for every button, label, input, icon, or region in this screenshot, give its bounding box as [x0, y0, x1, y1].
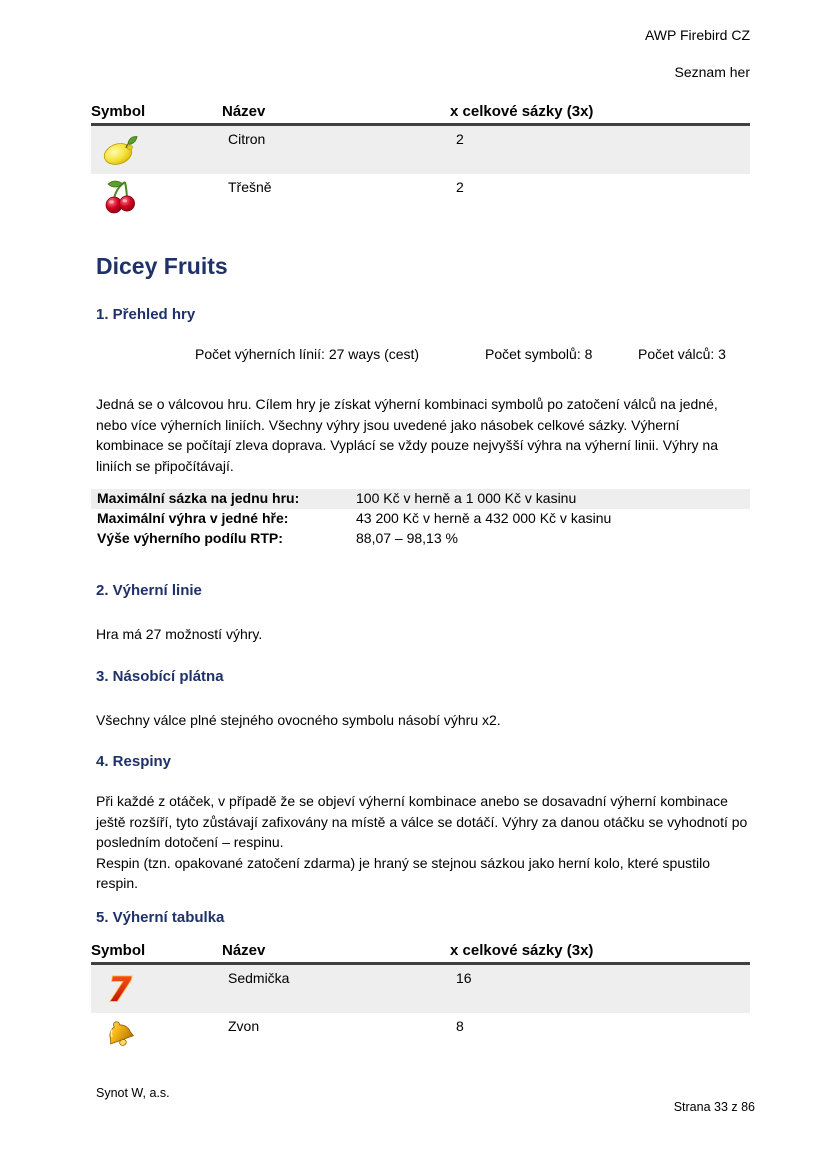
symbol-multiplier: 2 — [456, 179, 464, 195]
paytable-header-row — [91, 102, 750, 125]
cherries-icon — [101, 177, 141, 217]
symbol-name: Citron — [228, 131, 266, 147]
game-stats — [96, 346, 750, 362]
limits-table — [91, 489, 750, 549]
table-row — [91, 509, 750, 529]
column-header-name: Název — [222, 941, 450, 964]
symbol-multiplier: 2 — [456, 131, 464, 147]
footer-company: Synot W, a.s. — [96, 1086, 170, 1100]
header-subtitle: Seznam her — [674, 64, 750, 80]
limit-value: 43 200 Kč v herně a 432 000 Kč v kasinu — [356, 510, 612, 526]
stat-paylines: Počet výherních línií: 27 ways (cest) — [195, 346, 420, 362]
stat-reels: Počet válců: 3 — [638, 346, 726, 362]
table-row — [91, 1013, 750, 1061]
symbol-multiplier: 8 — [456, 1017, 464, 1034]
symbol-multiplier: 16 — [456, 969, 472, 986]
section-1-heading: 1. Přehled hry — [96, 306, 196, 323]
section-3-heading: 3. Násobící plátna — [96, 667, 224, 685]
section-2-heading: 2. Výherní linie — [96, 582, 202, 599]
symbol-name: Sedmička — [228, 969, 290, 986]
section-3-body: Všechny válce plné stejného ovocného symbolu násobí výhru x2. — [96, 711, 501, 728]
table-row — [91, 174, 750, 222]
symbol-name: Zvon — [228, 1017, 260, 1034]
section-5-heading: 5. Výherní tabulka — [96, 908, 225, 926]
paytable-header-row — [91, 941, 750, 964]
table-row — [91, 125, 750, 175]
bell-icon — [101, 1016, 141, 1056]
column-header-symbol: Symbol — [91, 941, 222, 964]
limit-value: 100 Kč v herně a 1 000 Kč v kasinu — [356, 490, 577, 506]
section-4-paragraph-1: Při každé z otáček, v případě že se objeví výherní kombinace anebo se dosavadní výherní kombinace ještě rozšíří, tyto zůstávají zafixovány na místě a válce se dotáčí. Výhry za danou otáčku se vyhodnotí po posledním dotočení – respinu. — [96, 793, 748, 850]
limit-label: Maximální výhra v jedné hře: — [97, 510, 289, 526]
column-header-multiplier: x celkové sázky (3x) — [450, 941, 750, 964]
document-header — [91, 0, 750, 81]
column-header-multiplier: x celkové sázky (3x) — [450, 102, 750, 125]
section-2-body: Hra má 27 možností výhry. — [96, 626, 263, 642]
stat-symbols: Počet symbolů: 8 — [485, 346, 593, 362]
symbol-name: Třešně — [228, 179, 272, 195]
table-row — [91, 489, 750, 509]
table-row — [91, 529, 750, 549]
section-4-paragraph-2: Respin (tzn. opakované zatočení zdarma) je hraný se stejnou sázkou jako herní kolo, které spustilo respin. — [96, 854, 710, 891]
svg-text:7: 7 — [108, 969, 132, 1008]
limit-label: Výše výherního podílu RTP: — [97, 530, 283, 546]
paytable-bottom — [91, 941, 750, 1061]
overview-paragraph: Jedná se o válcovou hru. Cílem hry je získat výherní kombinaci symbolů po zatočení válců na jedné, nebo více výherních liniích. Všechny výhry jsou uvedené jako násobek celkové sázky. Výherní kombinace se počítají zleva doprava. Vyplácí se vždy pouze nejvyšší výhra na výherní linii. Výhry na liniích se připočítávají. — [96, 396, 719, 474]
limit-value: 88,07 – 98,13 % — [356, 530, 458, 546]
header-app-title: AWP Firebird CZ — [644, 27, 750, 43]
game-title: Dicey Fruits — [96, 253, 228, 279]
column-header-name: Název — [222, 102, 450, 125]
limit-label: Maximální sázka na jednu hru: — [97, 490, 300, 506]
seven-icon — [101, 968, 141, 1008]
column-header-symbol: Symbol — [91, 102, 222, 125]
section-4-body — [96, 791, 750, 894]
paytable-top — [91, 102, 750, 222]
lemon-icon — [101, 129, 141, 169]
table-row — [91, 963, 750, 1013]
section-4-heading: 4. Respiny — [96, 753, 172, 770]
footer-page-number: Strana 33 z 86 — [673, 1100, 755, 1114]
